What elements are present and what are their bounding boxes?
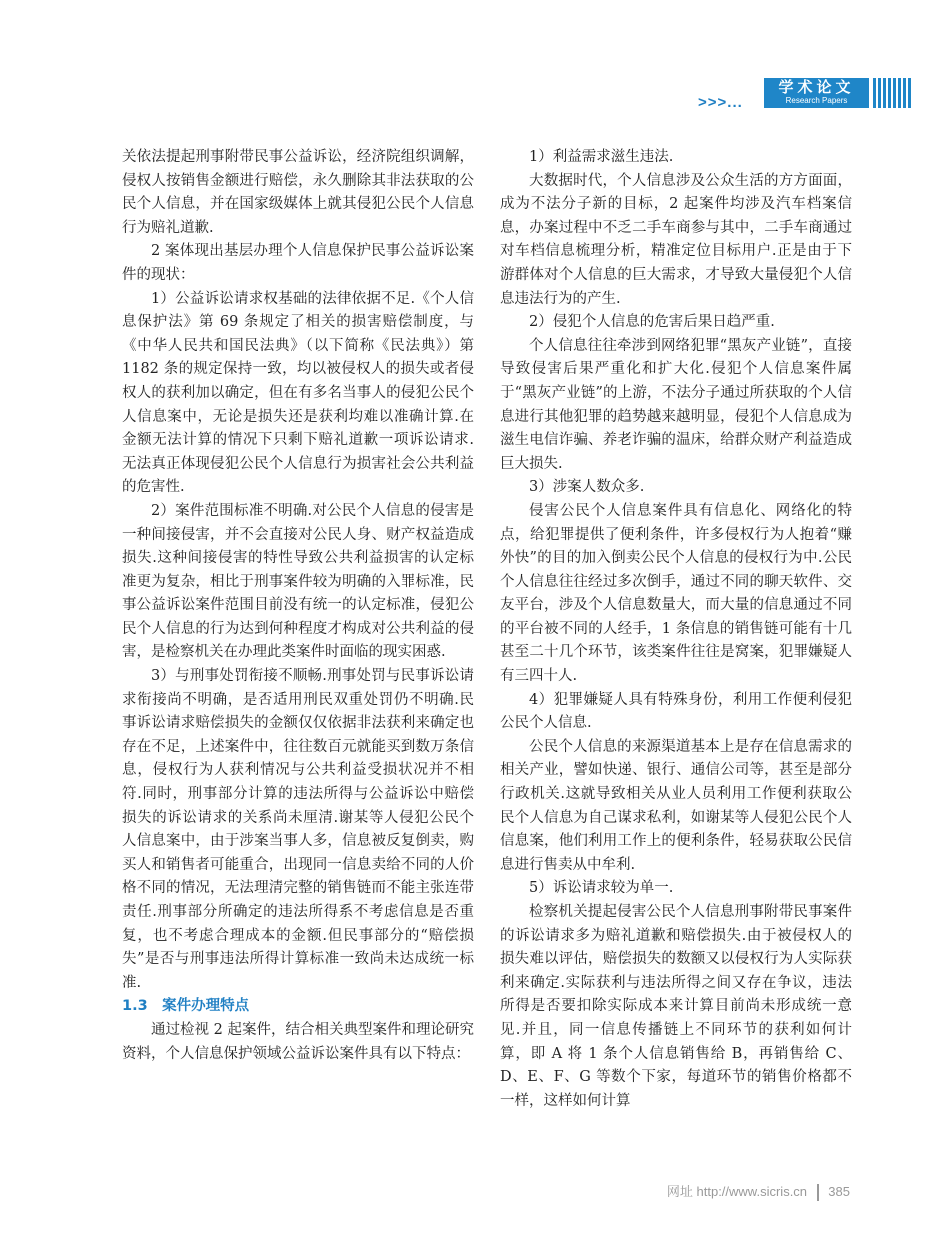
paragraph: 3）涉案人数众多. xyxy=(529,479,645,496)
section-heading: 1.3 案件办理特点 xyxy=(122,998,250,1015)
footer-divider xyxy=(817,1184,819,1201)
paragraph: 1）利益需求滋生违法. xyxy=(529,149,674,165)
paragraph: 2 案体现出基层办理个人信息保护民事公益诉讼案件的现状： xyxy=(122,243,474,283)
header-stripes-decoration xyxy=(873,78,913,108)
section-tag-en: Research Papers xyxy=(785,96,848,105)
page-number: 385 xyxy=(828,1184,850,1199)
paragraph: 2）案件范围标准不明确.对公民个人信息的侵害是一种间接侵害，并不会直接对公民人身、财产权益造成损失.这种间接侵害的特性导致公共利益损害的认定标准更为复杂，相比于刑事案件较为明确的入罪标准，民事公益诉讼案件范围目前没有统一的认定标准，侵犯公民个人信息的行为达到何种程度才构成对公共利益的侵害，是检察机关在办理此类案件时面临的现实困惑. xyxy=(122,502,474,661)
header-arrows: >>>... xyxy=(698,94,743,111)
paragraph: 2）侵犯个人信息的危害后果日趋严重. xyxy=(529,314,775,331)
footer-label: 网址 xyxy=(666,1184,693,1199)
paragraph: 3）与刑事处罚衔接不顺畅.刑事处罚与民事诉讼请求衔接尚不明确，是否适用刑民双重处罚仍不明确.民事诉讼请求赔偿损失的金额仅仅依据非法获利来确定也存在不足，上述案件中，往往数百元就能买到数万条信息，侵权行为人获利情况与公共利益受损状况并不相符.同时，刑事部分计算的违法所得与公益诉讼中赔偿损失的诉讼请求的关系尚未厘清.谢某等人侵犯公民个人信息案中，由于涉案当事人多，信息被反复倒卖，购买人和销售者可能重合，出现同一信息卖给不同的人价格不同的情况，无法理清完整的销售链而不能主张连带责任.刑事部分所确定的违法所得系不考虑信息是否重复，也不考虑合理成本的金额.但民事部分的“赔偿损失”是否与刑事违法所得计算标准一致尚未达成统一标准. xyxy=(122,668,474,991)
paragraph: 侵害公民个人信息案件具有信息化、网络化的特点，给犯罪提供了便利条件，许多侵权行为人抱着“赚外快”的目的加入倒卖公民个人信息的侵权行为中.公民个人信息往往经过多次倒手，通过不同的聊天软件、交友平台，涉及个人信息数量大，而大量的信息通过不同的平台被不同的人经手，1 条信息的销售链可能有十几甚至二十几个环节，该类案件往往是窝案，犯罪嫌疑人有三四十人. xyxy=(500,502,852,685)
paragraph: 通过检视 2 起案件，结合相关典型案件和理论研究资料，个人信息保护领域公益诉讼案件具有以下特点： xyxy=(122,1021,474,1062)
paragraph: 公民个人信息的来源渠道基本上是存在信息需求的相关产业，譬如快递、银行、通信公司等，甚至是部分行政机关.这就导致相关从业人员利用工作便利获取公民个人信息为自己谋求私利，如谢某等人侵犯公民个人信息案，他们利用工作上的便利条件，轻易获取公民信息进行售卖从中牟利. xyxy=(500,738,852,873)
paragraph: 个人信息往往牵涉到网络犯罪“黑灰产业链”，直接导致侵害后果严重化和扩大化.侵犯个人信息案件属于“黑灰产业链”的上游，不法分子通过所获取的个人信息进行其他犯罪的趋势越来越明显，侵犯个人信息成为滋生电信诈骗、养老诈骗的温床，给群众财产利益造成巨大损失. xyxy=(500,337,852,472)
paragraph: 大数据时代，个人信息涉及公众生活的方方面面，成为不法分子新的目标，2 起案件均涉及汽车档案信息，办案过程中不乏二手车商参与其中，二手车商通过对车档信息梳理分析，精准定位目标用户.正是由于下游群体对个人信息的巨大需求，才导致大量侵犯个人信息违法行为的产生. xyxy=(500,172,852,307)
section-tag xyxy=(764,78,869,108)
footer-url[interactable]: http://www.sicris.cn xyxy=(696,1184,808,1199)
right-column xyxy=(500,146,852,1113)
left-column xyxy=(122,146,474,1066)
page-footer xyxy=(600,1181,850,1201)
paragraph: 关依法提起刑事附带民事公益诉讼，经济院组织调解，侵权人按销售金额进行赔偿，永久删除其非法获取的公民个人信息，并在国家级媒体上就其侵犯公民个人信息行为赔礼道歉. xyxy=(122,149,474,236)
paragraph: 5）诉讼请求较为单一. xyxy=(529,880,674,897)
paragraph: 4）犯罪嫌疑人具有特殊身份，利用工作便利侵犯公民个人信息. xyxy=(500,691,852,732)
paragraph: 1）公益诉讼请求权基础的法律依据不足.《个人信息保护法》第 69 条规定了相关的损害赔偿制度，与《中华人民共和国民法典》（以下简称《民法典》）第 1182 条的规定保持一致，均以被侵权人的损失或者侵权人的获利加以确定，但在有多名当事人的侵犯公民个人信息案中，无论是损失还是获利均难以准确计算.在金额无法计算的情况下只剩下赔礼道歉一项诉讼请求.无法真正体现侵犯公民个人信息行为损害社会公共利益的危害性. xyxy=(122,290,474,496)
paragraph: 检察机关提起侵害公民个人信息刑事附带民事案件的诉讼请求多为赔礼道歉和赔偿损失.由于被侵权人的损失难以评估，赔偿损失的数额又以侵权行为人实际获利来确定.实际获利与违法所得之间又存在争议，违法所得是否要扣除实际成本来计算目前尚未形成统一意见.并且，同一信息传播链上不同环节的获利如何计算，即 A 将 1 条个人信息销售给 B，再销售给 C、D、E、F、G 等数个下家，每道环节的销售价格都不一样，这样如何计算 xyxy=(500,904,852,1109)
section-tag-zh: 学术论文 xyxy=(778,79,855,96)
